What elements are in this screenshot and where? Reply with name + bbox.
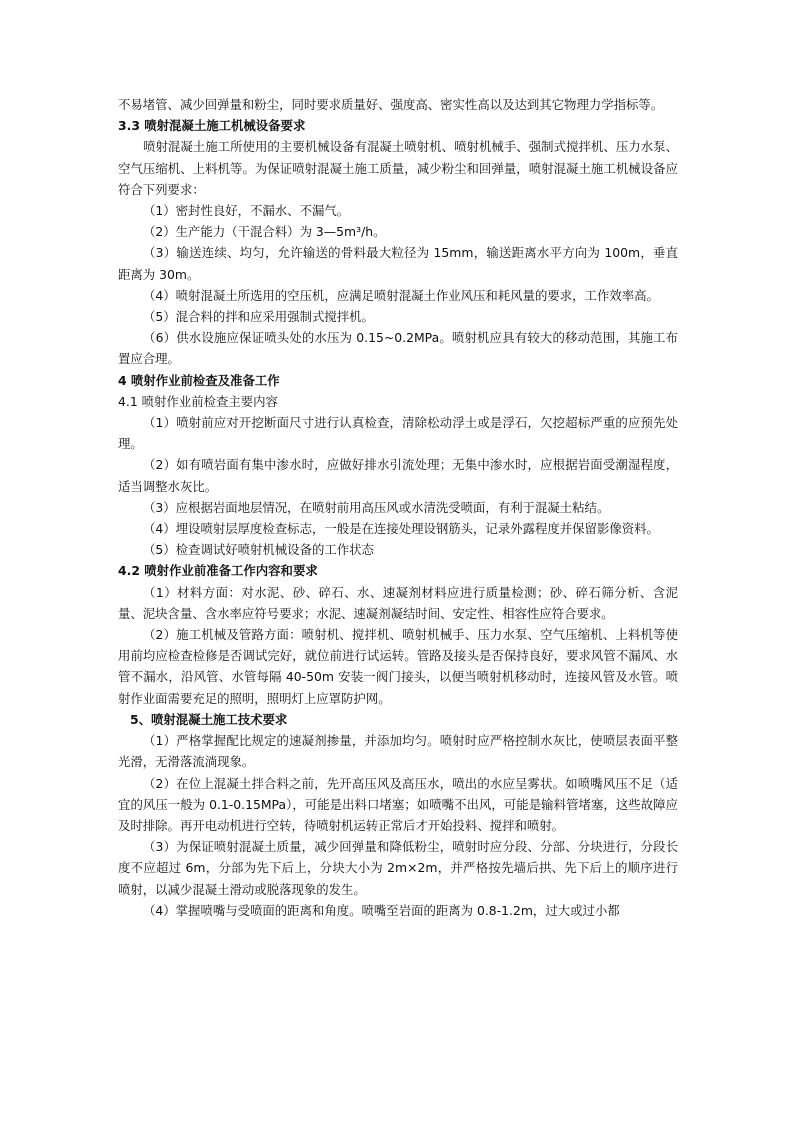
list-item: （3）为保证喷射混凝土质量，减少回弹量和降低粉尘，喷射时应分段、分部、分块进行，分段长度不应超过 6m，分部为先下后上，分块大小为 2m×2m，并严格按先墙后拱、先下后上的顺序进行喷射，以减少混凝土滑动或脱落现象的发生。	[118, 839, 678, 897]
document-page	[118, 94, 678, 921]
list-item: （5）混合料的拌和应采用强制式搅拌机。	[143, 309, 374, 325]
list-item: （5）检查调试好喷射机械设备的工作状态	[143, 542, 374, 558]
list-item: （2）在位上混凝土拌合料之前，先开高压风及高压水，喷出的水应呈雾状。如喷嘴风压不足（适宜的风压一般为 0.1-0.15MPa），可能是出料口堵塞；如喷嘴不出风，可能是输料管堵塞，这些故障应及时排除。再开电动机进行空转，待喷射机运转正常后才开始投料、搅拌和喷射。	[118, 775, 678, 833]
paragraph: 不易堵管、减少回弹量和粉尘，同时要求质量好、强度高、密实性高以及达到其它物理力学指标等。	[118, 97, 664, 112]
list-item: （1）严格掌握配比规定的速凝剂掺量，并添加均匀。喷射时应严格控制水灰比，使喷层表面平整光滑，无滑落流淌现象。	[118, 733, 678, 770]
list-item: （2）施工机械及管路方面：喷射机、搅拌机、喷射机械手、压力水泵、空气压缩机、上料机等使用前均应检查检修是否调试完好，就位前进行试运转。管路及接头是否保持良好，要求风管不漏风、水管不漏水，沿风管、水管每隔 40-50m 安装一阀门接头，以便当喷射机移动时，连接风管及水管。喷射作业面需要充足的照明，照明灯上应罩防护网。	[118, 627, 678, 706]
section-heading: 5、喷射混凝土施工技术要求	[130, 711, 288, 727]
subsection-heading: 4.2 喷射作业前准备工作内容和要求	[118, 563, 318, 579]
list-item: （1）密封性良好，不漏水、不漏气。	[143, 203, 350, 219]
paragraph: 喷射混凝土施工所使用的主要机械设备有混凝土喷射机、喷射机械手、强制式搅拌机、压力水泵、空气压缩机、上料机等。为保证喷射混凝土施工质量，减少粉尘和回弹量，喷射混凝土施工机械设备应符合下列要求：	[118, 139, 678, 197]
list-item: （2）如有喷岩面有集中渗水时，应做好排水引流处理；无集中渗水时，应根据岩面受潮湿程度，适当调整水灰比。	[118, 457, 678, 494]
list-item: （6）供水设施应保证喷头处的水压为 0.15~0.2MPa。喷射机应具有较大的移动范围，其施工布置应合理。	[118, 330, 678, 367]
list-item: （3）应根据岩面地层情况，在喷射前用高压风或水清洗受喷面，有利于混凝土粘结。	[143, 499, 610, 515]
list-item: （3）输送连续、均匀，允许输送的骨料最大粒径为 15mm，输送距离水平方向为 100m，垂直距离为 30m。	[118, 245, 678, 282]
section-heading: 4 喷射作业前检查及准备工作	[118, 372, 280, 388]
list-item: （4）掌握喷嘴与受喷面的距离和角度。喷嘴至岩面的距离为 0.8-1.2m，过大或过小都	[143, 902, 620, 918]
section-heading: 3.3 喷射混凝土施工机械设备要求	[118, 118, 306, 134]
list-item: （4）喷射混凝土所选用的空压机，应满足喷射混凝土作业风压和耗风量的要求，工作效率高。	[143, 287, 659, 303]
list-item: （4）埋设喷射层厚度检查标志，一般是在连接处理设钢筋头，记录外露程度并保留影像资料。	[143, 521, 659, 537]
list-item: （1）材料方面：对水泥、砂、碎石、水、速凝剂材料应进行质量检测；砂、碎石筛分析、含泥量、泥块含量、含水率应符号要求；水泥、速凝剂凝结时间、安定性、相容性应符合要求。	[118, 584, 678, 621]
list-item: （1）喷射前应对开挖断面尺寸进行认真检查，清除松动浮土或是浮石，欠挖超标严重的应预先处理。	[118, 415, 678, 452]
subsection-heading: 4.1 喷射作业前检查主要内容	[118, 393, 278, 409]
list-item: （2）生产能力（干混合料）为 3—5m³/h。	[143, 224, 386, 240]
